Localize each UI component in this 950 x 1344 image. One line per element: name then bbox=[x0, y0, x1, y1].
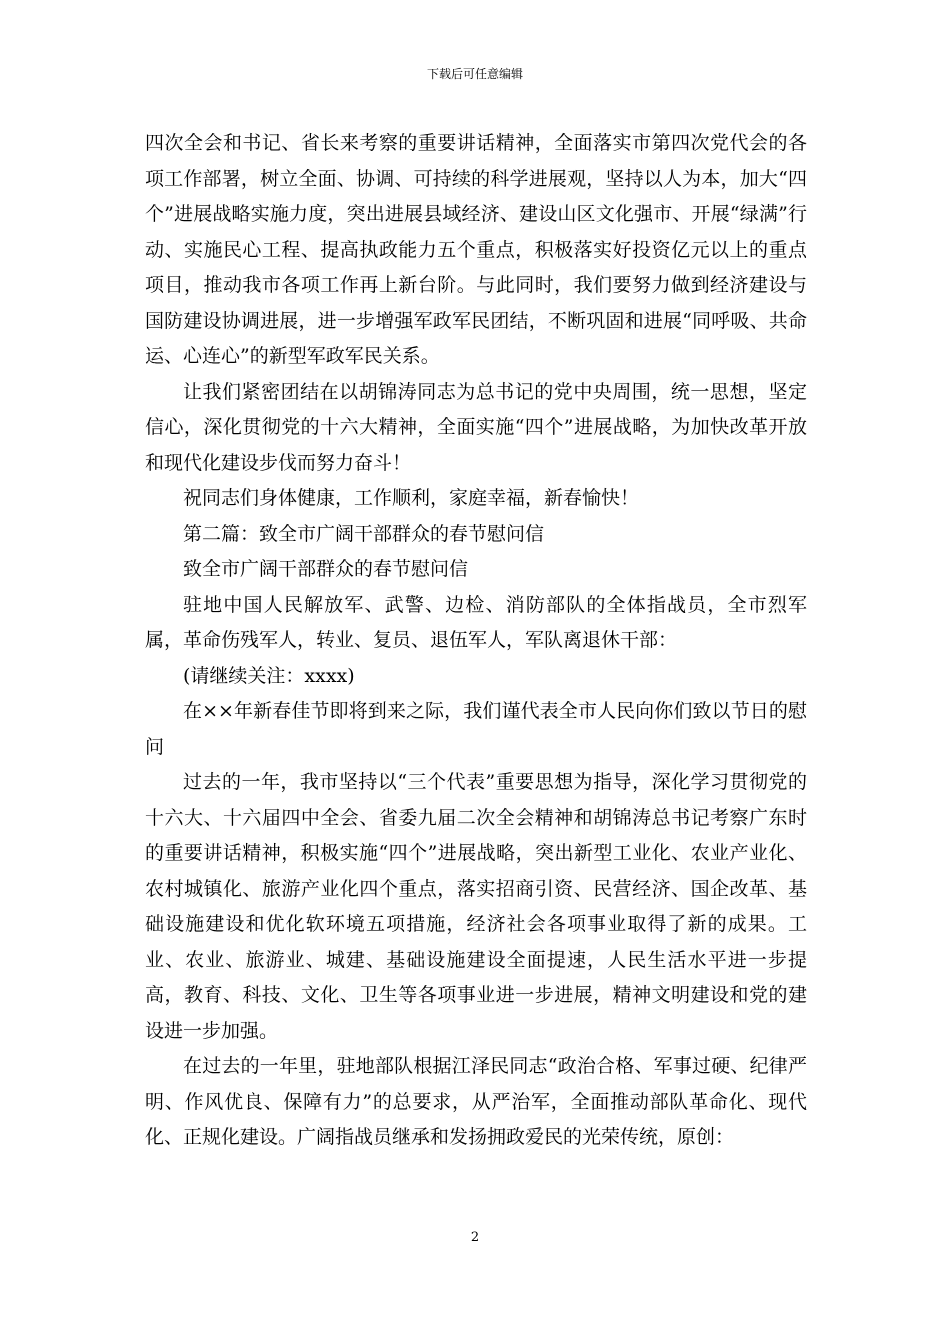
paragraph: 过去的一年，我市坚持以“三个代表”重要思想为指导，深化学习贯彻党的十六大、十六届四中全会、省委九届二次全会精神和胡锦涛总书记考察广东时的重要讲话精神，积极实施“四个”进展战略，突出新型工业化、农业产业化、农村城镇化、旅游产业化四个重点，落实招商引资、民营经济、国企改革、基础设施建设和优化软环境五项措施，经济社会各项事业取得了新的成果。工业、农业、旅游业、城建、基础设施建设全面提速，人民生活水平进一步提高，教育、科技、文化、卫生等各项事业进一步进展，精神文明建设和党的建设进一步加强。 bbox=[145, 771, 807, 1042]
paragraph: 在过去的一年里，驻地部队根据江泽民同志“政治合格、军事过硬、纪律严明、作风优良、保障有力”的总要求，从严治军，全面推动部队革命化、现代化、正规化建设。广阔指战员继承和发扬拥政爱民的光荣传统，原创： bbox=[145, 1055, 807, 1148]
salutation: 驻地中国人民解放军、武警、边检、消防部队的全体指战员，全市烈军属，革命伤残军人，转业、复员、退伍军人，军队离退休干部： bbox=[145, 593, 807, 651]
document-body bbox=[145, 126, 807, 1156]
paragraph: 祝同志们身体健康，工作顺利，家庭幸福，新春愉快！ bbox=[183, 487, 640, 509]
letter-title: 致全市广阔干部群众的春节慰问信 bbox=[183, 558, 469, 580]
paragraph: 四次全会和书记、省长来考察的重要讲话精神，全面落实市第四次党代会的各项工作部署，树立全面、协调、可持续的科学进展观，坚持以人为本，加大“四个”进展战略实施力度，突出进展县域经济、建设山区文化强市、开展“绿满”行动、实施民心工程、提高执政能力五个重点，积极落实好投资亿元以上的重点项目，推动我市各项工作再上新台阶。与此同时，我们要努力做到经济建设与国防建设协调进展，进一步增强军政军民团结，不断巩固和进展“同呼吸、共命运、心连心”的新型军政军民关系。 bbox=[145, 132, 807, 367]
section-heading: 第二篇：致全市广阔干部群众的春节慰问信 bbox=[183, 522, 545, 545]
paragraph: (请继续关注：xxxx) bbox=[183, 664, 355, 687]
paragraph: 让我们紧密团结在以胡锦涛同志为总书记的党中央周围，统一思想，坚定信心，深化贯彻党的十六大精神，全面实施“四个”进展战略，为加快改革开放和现代化建设步伐而努力奋斗！ bbox=[145, 380, 807, 474]
page-header: 下载后可任意编辑 bbox=[426, 67, 523, 81]
paragraph: 在××年新春佳节即将到来之际，我们谨代表全市人民向你们致以节日的慰问 bbox=[145, 700, 807, 758]
page-number: 2 bbox=[470, 1230, 480, 1245]
